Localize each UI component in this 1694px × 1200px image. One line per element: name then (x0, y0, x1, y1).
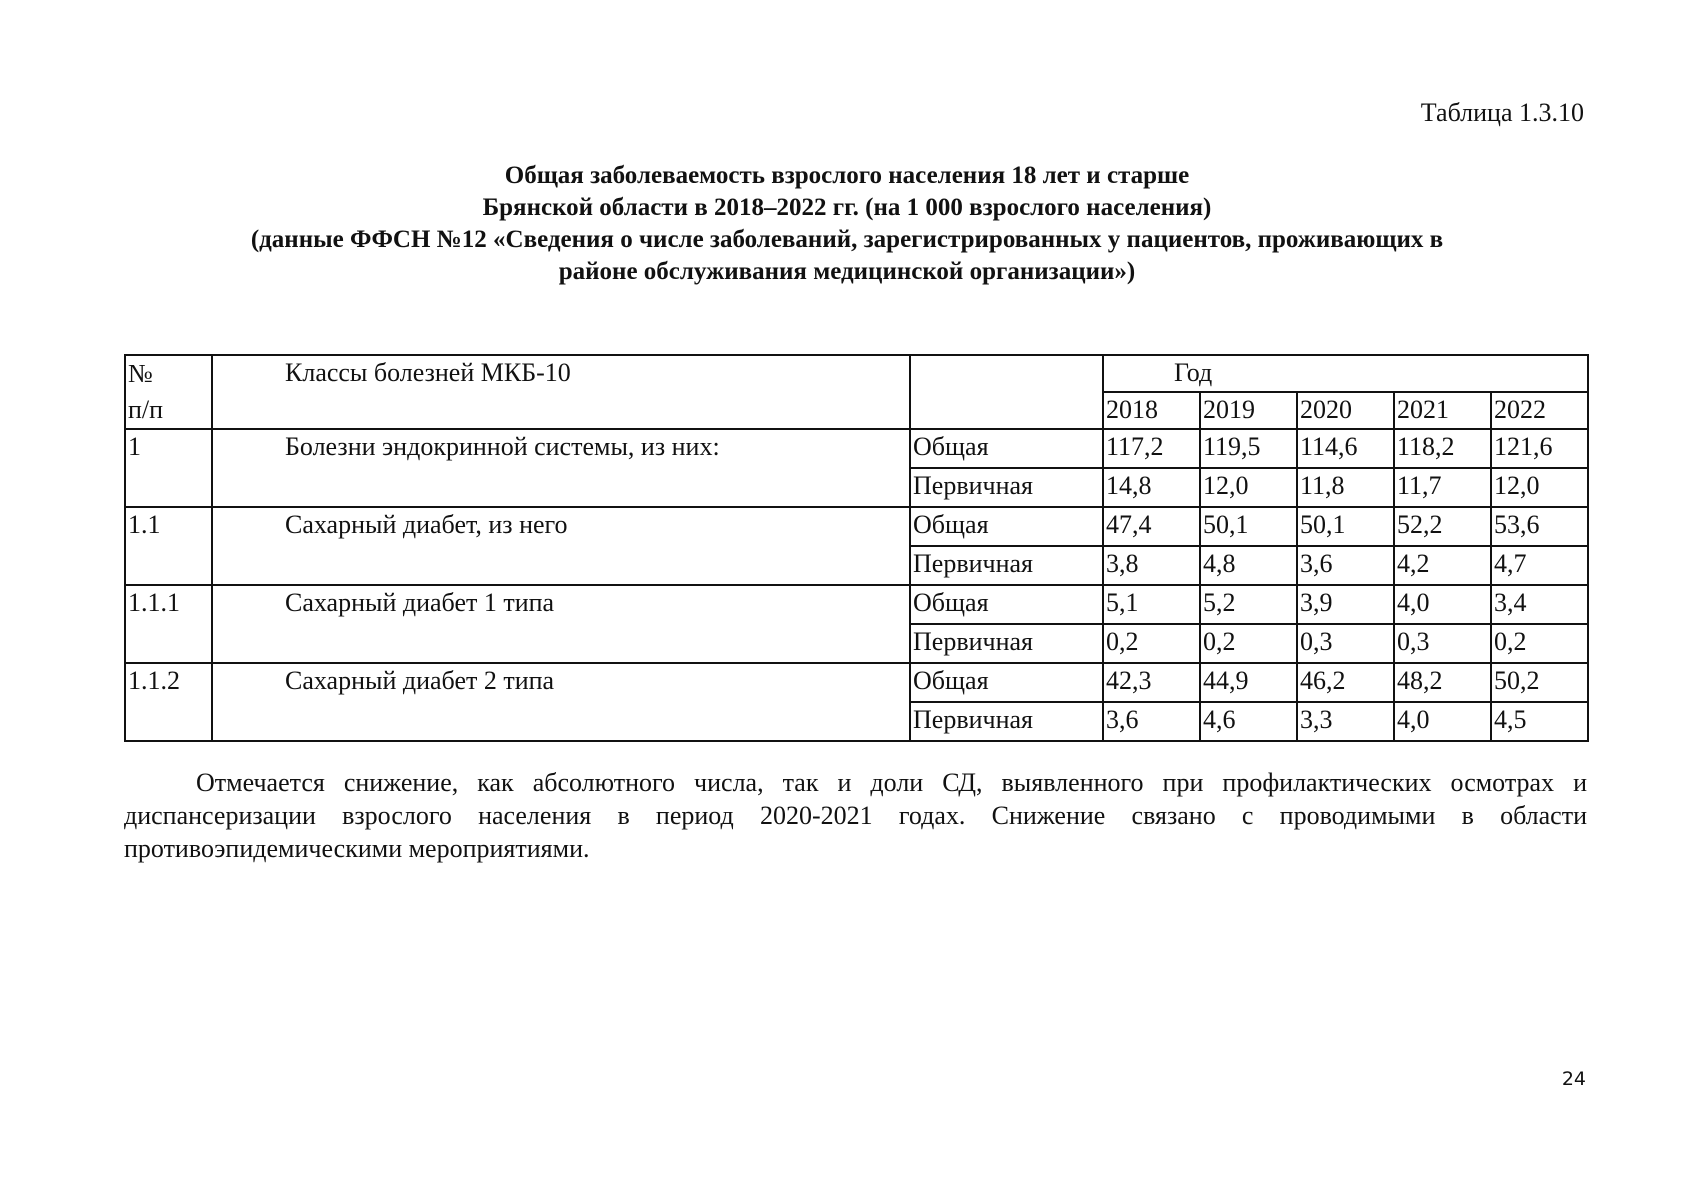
value-cell: 121,6 (1491, 429, 1588, 468)
header-year-2019: 2019 (1200, 392, 1297, 429)
indicator-type: Первичная (910, 468, 1103, 507)
disease-class-name: Сахарный диабет, из него (212, 507, 910, 585)
value-cell: 119,5 (1200, 429, 1297, 468)
page-number: 24 (1561, 1068, 1586, 1090)
value-cell: 3,6 (1297, 546, 1394, 585)
header-year-2018: 2018 (1103, 392, 1200, 429)
value-cell: 117,2 (1103, 429, 1200, 468)
row-number: 1.1.2 (125, 663, 212, 741)
value-cell: 46,2 (1297, 663, 1394, 702)
header-disease-class: Классы болезней МКБ-10 (212, 355, 910, 429)
value-cell: 114,6 (1297, 429, 1394, 468)
value-cell: 4,0 (1394, 585, 1491, 624)
value-cell: 14,8 (1103, 468, 1200, 507)
title-line-3: (данные ФФСН №12 «Сведения о числе заболеваний, зарегистрированных у пациентов, проживающих в (250, 226, 1444, 253)
indicator-type: Общая (910, 663, 1103, 702)
disease-class-name: Сахарный диабет 1 типа (212, 585, 910, 663)
body-paragraph: Отмечается снижение, как абсолютного числа, так и доли СД, выявленного при профилактических осмотрах и диспансеризации взрослого населения в период 2020-2021 годах. Снижение связано с проводимыми в области противоэпидемическими мероприятиями. (124, 768, 1587, 863)
value-cell: 11,8 (1297, 468, 1394, 507)
value-cell: 50,1 (1200, 507, 1297, 546)
value-cell: 3,8 (1103, 546, 1200, 585)
indicator-type: Общая (910, 429, 1103, 468)
value-cell: 12,0 (1491, 468, 1588, 507)
table-row (125, 429, 1588, 468)
value-cell: 50,2 (1491, 663, 1588, 702)
disease-class-name: Сахарный диабет 2 типа (212, 663, 910, 741)
value-cell: 48,2 (1394, 663, 1491, 702)
indicator-type: Первичная (910, 624, 1103, 663)
value-cell: 4,6 (1200, 702, 1297, 741)
title-line-1: Общая заболеваемость взрослого населения 18 лет и старше (504, 162, 1190, 189)
value-cell: 12,0 (1200, 468, 1297, 507)
value-cell: 4,7 (1491, 546, 1588, 585)
value-cell: 5,2 (1200, 585, 1297, 624)
value-cell: 0,2 (1200, 624, 1297, 663)
header-year: Год (1103, 355, 1588, 392)
value-cell: 52,2 (1394, 507, 1491, 546)
value-cell: 0,2 (1491, 624, 1588, 663)
value-cell: 53,6 (1491, 507, 1588, 546)
row-number: 1 (125, 429, 212, 507)
indicator-type: Первичная (910, 546, 1103, 585)
value-cell: 42,3 (1103, 663, 1200, 702)
table-row (125, 585, 1588, 624)
value-cell: 11,7 (1394, 468, 1491, 507)
table-title (0, 160, 1694, 288)
value-cell: 4,8 (1200, 546, 1297, 585)
morbidity-table (124, 354, 1589, 742)
value-cell: 47,4 (1103, 507, 1200, 546)
value-cell: 3,3 (1297, 702, 1394, 741)
value-cell: 50,1 (1297, 507, 1394, 546)
value-cell: 4,0 (1394, 702, 1491, 741)
row-number: 1.1 (125, 507, 212, 585)
value-cell: 3,6 (1103, 702, 1200, 741)
indicator-type: Общая (910, 507, 1103, 546)
table-number-label: Таблица 1.3.10 (1420, 98, 1584, 127)
header-num: № п/п (125, 355, 212, 429)
value-cell: 5,1 (1103, 585, 1200, 624)
header-year-2020: 2020 (1297, 392, 1394, 429)
value-cell: 0,2 (1103, 624, 1200, 663)
title-line-2: Брянской области в 2018–2022 гг. (на 1 000 взрослого населения) (482, 194, 1212, 221)
value-cell: 3,9 (1297, 585, 1394, 624)
row-number: 1.1.1 (125, 585, 212, 663)
indicator-type: Общая (910, 585, 1103, 624)
value-cell: 44,9 (1200, 663, 1297, 702)
value-cell: 3,4 (1491, 585, 1588, 624)
disease-class-name: Болезни эндокринной системы, из них: (212, 429, 910, 507)
indicator-type: Первичная (910, 702, 1103, 741)
value-cell: 0,3 (1297, 624, 1394, 663)
header-year-2021: 2021 (1394, 392, 1491, 429)
table-row (125, 663, 1588, 702)
header-indicator-type (910, 355, 1103, 429)
value-cell: 4,2 (1394, 546, 1491, 585)
value-cell: 4,5 (1491, 702, 1588, 741)
value-cell: 118,2 (1394, 429, 1491, 468)
table-row (125, 507, 1588, 546)
header-year-2022: 2022 (1491, 392, 1588, 429)
title-line-4: районе обслуживания медицинской организации») (558, 258, 1136, 285)
value-cell: 0,3 (1394, 624, 1491, 663)
